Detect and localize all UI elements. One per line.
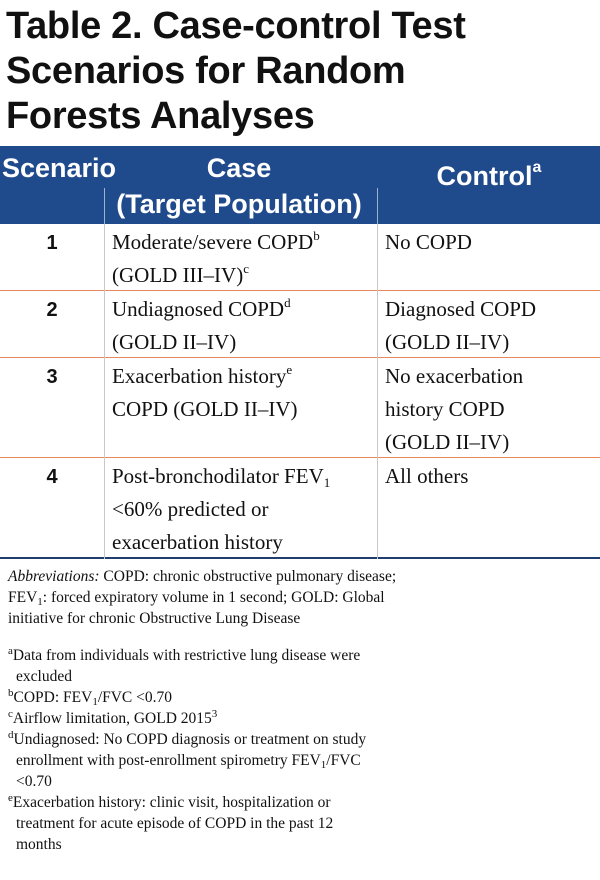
control-text: Diagnosed COPD (385, 297, 537, 321)
header-case-line: Case (206, 153, 272, 183)
subscript: 1 (323, 475, 331, 490)
reference-marker: 3 (211, 708, 218, 720)
footnote-text: Undiagnosed: No COPD diagnosis or treatment on study (13, 731, 367, 748)
control-cell (377, 458, 600, 559)
control-text: No COPD (385, 230, 472, 254)
case-text: COPD (GOLD II–IV) (112, 397, 298, 421)
footnote-d (8, 729, 596, 792)
case-text: (GOLD II–IV) (112, 330, 237, 354)
scenario-number: 4 (46, 466, 58, 488)
footnote-marker: d (284, 295, 291, 310)
control-text: No exacerbation (385, 364, 524, 388)
footnote-text: treatment for acute episode of COPD in the past 12 (16, 815, 334, 832)
footnote-c (8, 708, 596, 729)
case-cell (104, 458, 376, 559)
abbreviations (8, 566, 596, 629)
subscript: 1 (37, 596, 43, 608)
control-text: All others (385, 464, 469, 488)
header-divider (377, 188, 378, 224)
abbreviations-text: : forced expiratory volume in 1 second; GOLD: Global (42, 589, 385, 606)
control-text: (GOLD II–IV) (385, 430, 510, 454)
case-text: Exacerbation history (112, 364, 287, 388)
control-cell (377, 358, 600, 459)
table-row (0, 224, 600, 291)
case-cell (104, 291, 376, 359)
header-control-label: Control (436, 161, 533, 191)
abbreviations-label: Abbreviations: (8, 568, 100, 585)
footnote-b (8, 687, 596, 708)
control-cell (377, 291, 600, 359)
case-text: (GOLD III–IV) (112, 263, 244, 287)
subscript: 1 (92, 696, 98, 708)
case-text: Post-bronchodilator FEV (112, 464, 324, 488)
abbreviations-text: FEV (8, 589, 38, 606)
abbreviations-text: COPD: chronic obstructive pulmonary disease; (99, 568, 397, 585)
case-text: <60% predicted or (112, 497, 269, 521)
footnote-marker: b (313, 228, 320, 243)
footnote-text: Exacerbation history: clinic visit, hospitalization or (12, 794, 331, 811)
footnote-text: excluded (16, 668, 72, 685)
table-title (6, 4, 596, 139)
footnote-text: /FVC (326, 752, 361, 769)
header-control (378, 150, 600, 194)
case-cell (104, 358, 376, 459)
case-text: Moderate/severe COPD (112, 230, 314, 254)
control-text: (GOLD II–IV) (385, 330, 510, 354)
footnote-marker: e (8, 792, 13, 804)
header-case-line: (Target Population) (116, 189, 362, 219)
table-row (0, 291, 600, 358)
table-row (0, 458, 600, 559)
footnote-e (8, 792, 596, 855)
footnote-text: <0.70 (16, 773, 52, 790)
footnote-text: COPD: FEV (13, 689, 93, 706)
scenario-table (0, 146, 600, 559)
abbreviations-text: initiative for chronic Obstructive Lung Disease (8, 610, 301, 627)
scenario-number: 1 (46, 232, 58, 254)
footnote-marker: b (8, 687, 14, 699)
subscript: 1 (320, 759, 327, 771)
title-line: Table 2. Case-control Test (6, 5, 466, 47)
header-case (104, 150, 374, 222)
case-cell (104, 224, 376, 292)
footnote-marker: c (8, 708, 13, 720)
footnote-text: /FVC <0.70 (97, 689, 173, 706)
footnote-marker: a (8, 645, 13, 657)
title-line: Forests Analyses (6, 95, 315, 137)
control-cell (377, 224, 600, 292)
title-line: Scenarios for Random (6, 50, 406, 92)
footnote-marker: e (286, 362, 293, 377)
control-text: history COPD (385, 397, 505, 421)
scenario-number: 2 (46, 299, 58, 321)
footnote-marker: d (8, 729, 14, 741)
header-divider (104, 188, 105, 224)
table-row (0, 358, 600, 458)
scenario-number: 3 (46, 366, 58, 388)
footnote-text: enrollment with post-enrollment spirometry FEV (16, 752, 321, 769)
footnote-marker: c (243, 261, 249, 276)
table-notes (8, 566, 596, 855)
footnote-a (8, 645, 596, 687)
footnote-text: Data from individuals with restrictive lung disease were (12, 647, 361, 664)
footnote-text: Airflow limitation, GOLD 2015 (12, 710, 212, 727)
footnote-marker: a (532, 159, 542, 176)
case-text: Undiagnosed COPD (112, 297, 285, 321)
case-text: exacerbation history (112, 530, 283, 554)
header-scenario: Scenario (2, 153, 117, 183)
table-header (0, 146, 600, 224)
footnote-text: months (16, 836, 62, 853)
